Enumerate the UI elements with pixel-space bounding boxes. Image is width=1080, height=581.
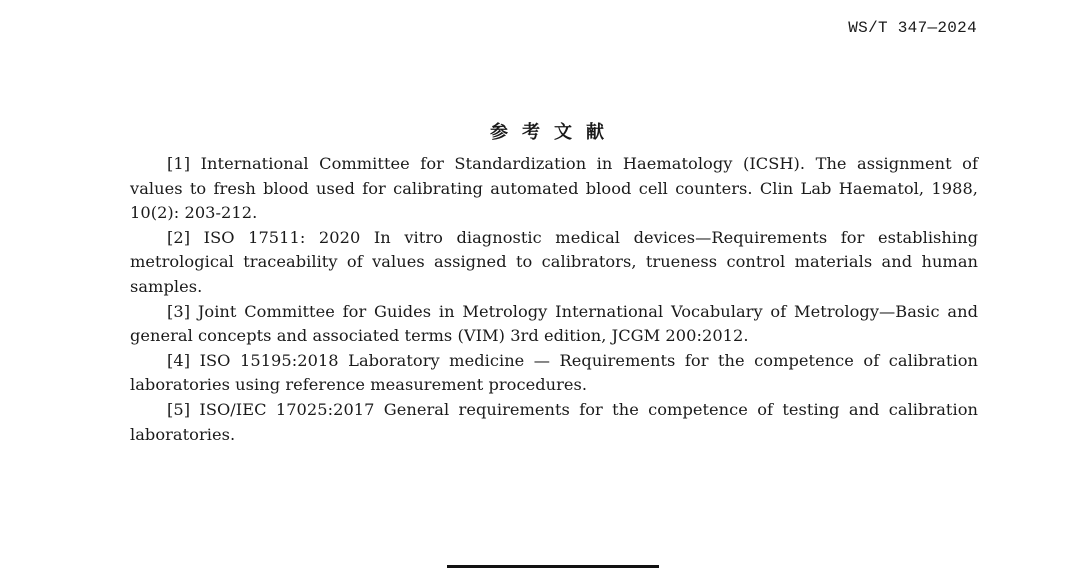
section-title: 参考文献	[490, 122, 618, 143]
reference-item-1: [1] International Committee for Standardization in Haematology (ICSH). The assignment of values to fresh blood used for calibrating automated blood cell counters. Clin Lab Haematol, 1988, 10(2): 203-212.	[130, 154, 978, 223]
bottom-divider	[447, 565, 659, 568]
reference-list	[130, 152, 978, 447]
document-code: WS/T 347—2024	[848, 19, 977, 37]
reference-item-4: [4] ISO 15195:2018 Laboratory medicine — Requirements for the competence of calibration laboratories using reference measurement procedures.	[130, 350, 978, 395]
reference-item-2: [2] ISO 17511: 2020 In vitro diagnostic medical devices—Requirements for establishing metrological traceability of values assigned to calibrators, trueness control materials and human samples.	[130, 227, 978, 296]
reference-item-3: [3] Joint Committee for Guides in Metrology International Vocabulary of Metrology—Basic and general concepts and associated terms (VIM) 3rd edition, JCGM 200:2012.	[130, 301, 978, 346]
reference-item-5: [5] ISO/IEC 17025:2017 General requirements for the competence of testing and calibration laboratories.	[130, 399, 978, 444]
